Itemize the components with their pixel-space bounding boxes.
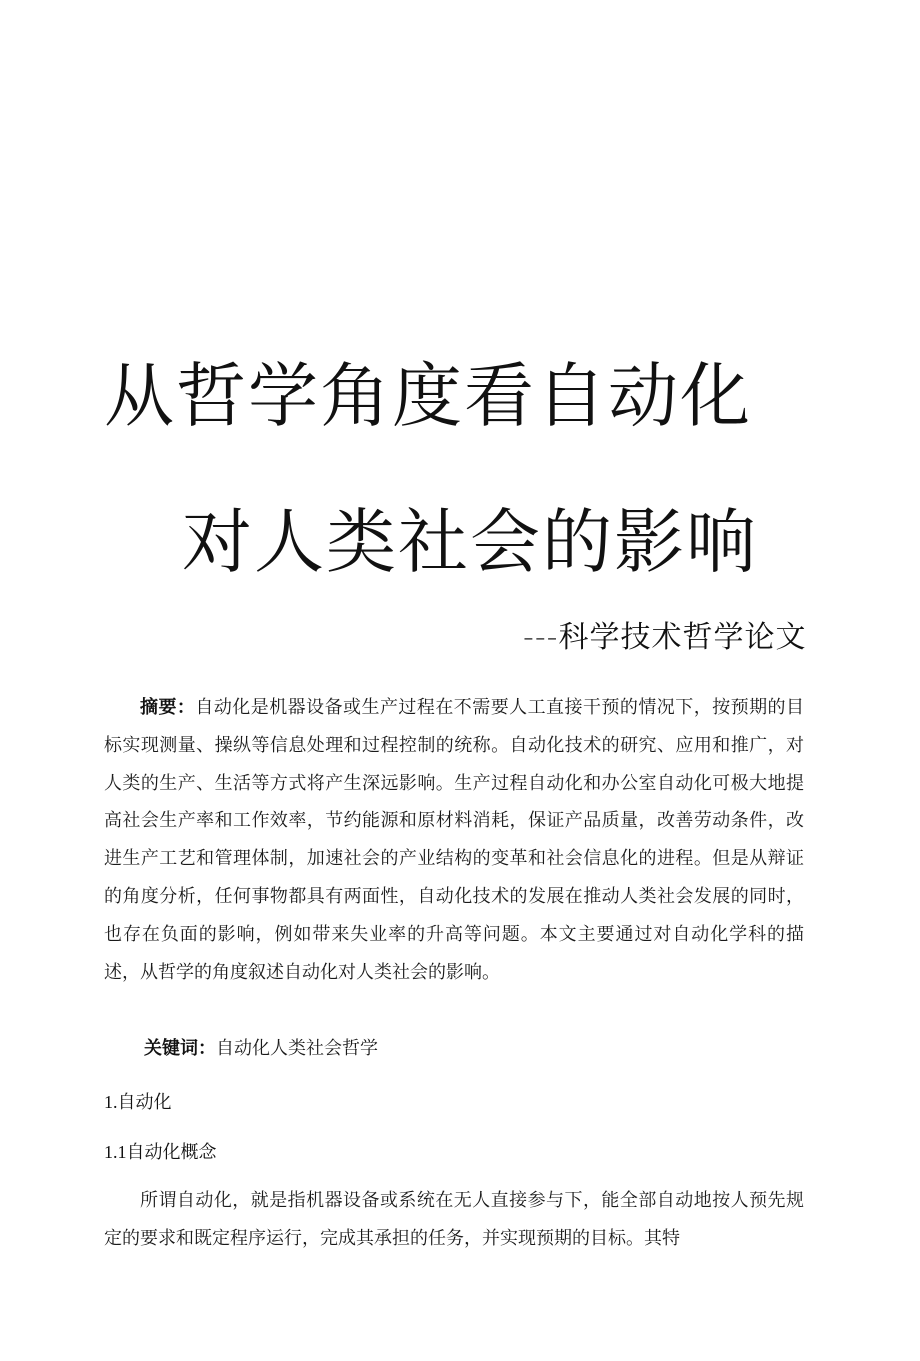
keywords-text: 自动化人类社会哲学 (216, 1038, 378, 1059)
title-line-1: 从哲学角度看自动化 (104, 355, 752, 437)
body-paragraph: 所谓自动化，就是指机器设备或系统在无人直接参与下，能全部自动地按人预先规定的要求和既定程序运行，完成其承担的任务，并实现预期的目标。其特 (104, 1190, 804, 1249)
abstract-text: 自动化是机器设备或生产过程在不需要人工直接干预的情况下，按预期的目标实现测量、操纵等信息处理和过程控制的统称。自动化技术的研究、应用和推广，对人类的生产、生活等方式将产生深远影响。生产过程自动化和办公室自动化可极大地提高社会生产率和工作效率，节约能源和原材料消耗，保证产品质量，改善劳动条件，改进生产工艺和管理体制，加速社会的产业结构的变革和社会信息化的进程。但是从辩证的角度分析，任何事物都具有两面性，自动化技术的发展在推动人类社会发展的同时，也存在负面的影响，例如带来失业率的升高等问题。本文主要通过对自动化学科的描述，从哲学的角度叙述自动化对人类社会的影响。 (104, 697, 805, 983)
subsection-number: 1.1 (104, 1142, 127, 1162)
section-heading-1 (104, 1088, 172, 1117)
keywords-label: 关键词： (144, 1038, 216, 1059)
keywords-line (104, 1030, 804, 1068)
abstract-label: 摘要： (140, 697, 196, 718)
title-line-2: 对人类社会的影响 (182, 501, 758, 583)
abstract-paragraph (104, 689, 804, 1029)
section-title: 自动化 (117, 1092, 172, 1113)
section-heading-1-1 (104, 1138, 217, 1167)
subtitle: ---科学技术哲学论文 (523, 620, 807, 655)
section-number: 1. (104, 1092, 118, 1112)
subsection-title: 自动化概念 (126, 1142, 217, 1163)
